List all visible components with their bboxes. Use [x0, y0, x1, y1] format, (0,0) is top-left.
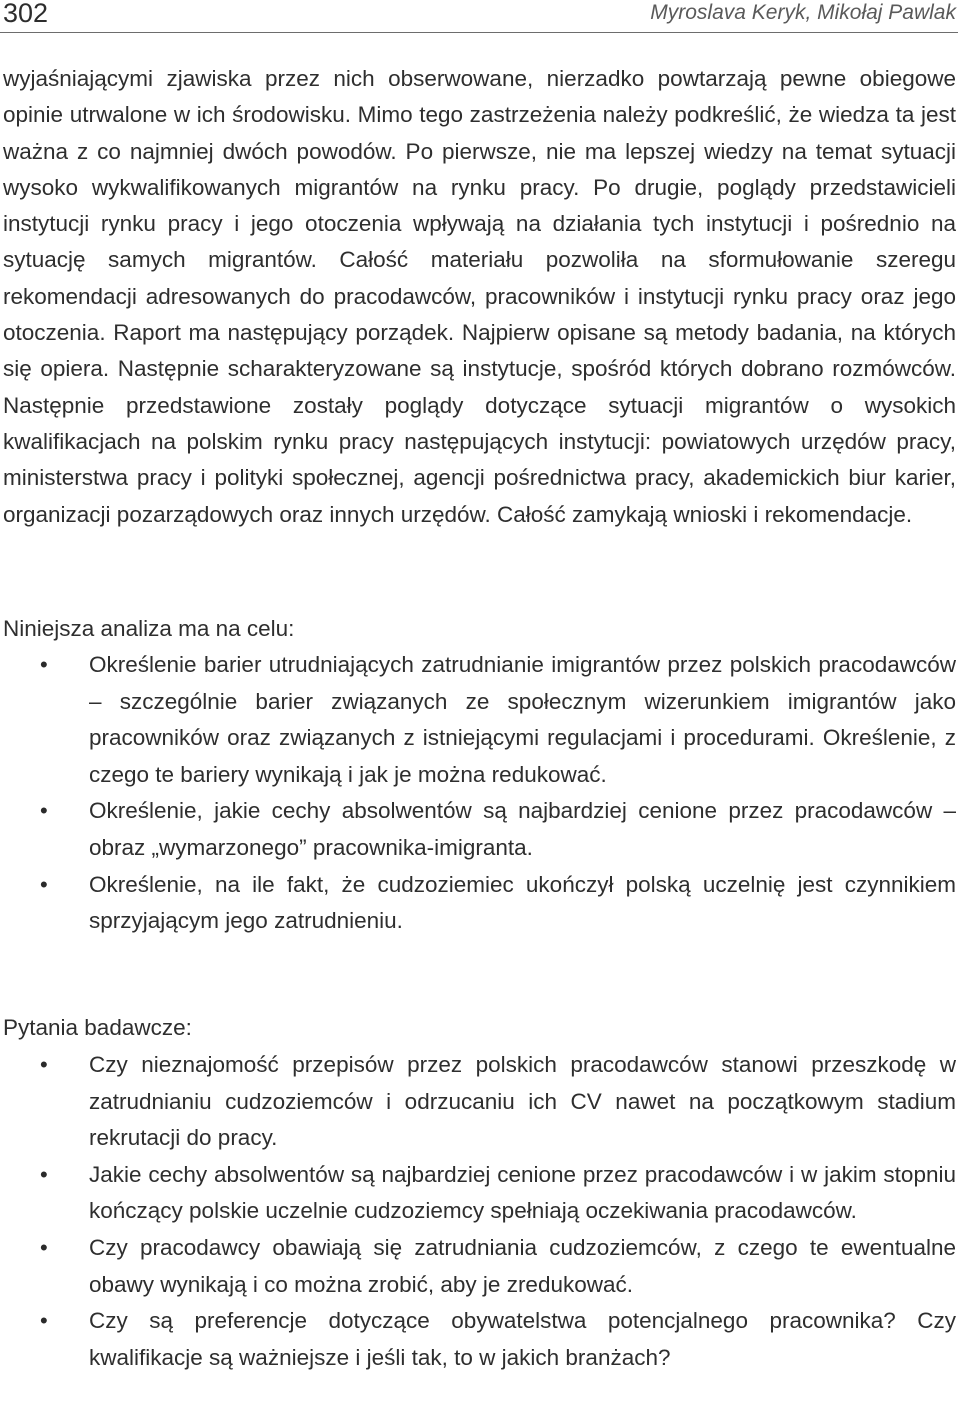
list-item: [0, 1230, 960, 1303]
running-head-authors: Myroslava Keryk, Mikołaj Pawlak: [650, 1, 956, 24]
list-item-text: Określenie barier utrudniających zatrudnianie imigrantów przez polskich pracodawców – szczególnie barier związanych ze społecznym wizerunkiem imigrantów jako pracowników oraz związanych z istniejącymi regulacjami i procedurami. Określenie, z czego te bariery wynikają i jak je można redukować.: [89, 652, 956, 787]
list-item: [0, 1157, 960, 1230]
aims-list: [0, 647, 960, 940]
bullet-icon: •: [40, 652, 48, 677]
bullet-icon: •: [40, 1234, 48, 1260]
list-item: [0, 867, 960, 940]
list-item-text: Określenie, na ile fakt, że cudzoziemiec ukończył polską uczelnię jest czynnikiem sprzyjającym jego zatrudnieniu.: [89, 871, 956, 934]
list-item-text: Czy są preferencje dotyczące obywatelstwa potencjalnego pracownika? Czy kwalifikacje są ważniejsze i jeśli tak, to w jakich branżach?: [89, 1308, 956, 1370]
list-item-text: Określenie, jakie cechy absolwentów są najbardziej cenione przez pracodawców – obraz „wymarzonego” pracownika-imigranta.: [89, 798, 956, 860]
list-item-text: Czy pracodawcy obawiają się zatrudniania cudzoziemców, z czego te ewentualne obawy wynikają i co można zrobić, aby je zredukować.: [89, 1234, 956, 1297]
bullet-icon: •: [40, 1161, 48, 1187]
list-item-text: Jakie cechy absolwentów są najbardziej cenione przez pracodawców i w jakim stopniu kończący polskie uczelnie cudzoziemcy spełniają oczekiwania pracodawców.: [89, 1161, 956, 1224]
list-item-text: Czy nieznajomość przepisów przez polskich pracodawców stanowi przeszkodę w zatrudnianiu cudzoziemców i odrzucaniu ich CV nawet na początkowym stadium rekrutacji do pracy.: [89, 1052, 956, 1151]
bullet-icon: •: [40, 798, 48, 824]
page-header: [0, 0, 958, 33]
bullet-icon: •: [40, 1308, 48, 1334]
aims-heading: Niniejsza analiza ma na celu:: [3, 616, 295, 641]
list-item: [0, 1303, 960, 1376]
bullet-icon: •: [40, 871, 48, 897]
list-item: [0, 647, 960, 793]
research-questions-list: [0, 1047, 960, 1376]
list-item: [0, 793, 960, 866]
research-questions-heading: Pytania badawcze:: [3, 1015, 192, 1040]
bullet-icon: •: [40, 1052, 48, 1077]
page-number: 302: [3, 0, 49, 28]
body-paragraph: wyjaśniającymi zjawiska przez nich obserwowane, nierzadko powtarzają pewne obiegowe opinie utrwalone w ich środowisku. Mimo tego zastrzeżenia należy podkreślić, że wiedza ta jest ważna z co najmniej dwóch powodów. Po pierwsze, nie ma lepszej wiedzy na temat sytuacji wysoko wykwalifikowanych migrantów na rynku pracy. Po drugie, poglądy przedstawicieli instytucji rynku pracy i jego otoczenia wpływają na działania tych instytucji i pośrednio na sytuację samych migrantów. Całość materiału pozwoliła na sformułowanie szeregu rekomendacji adresowanych do pracodawców, pracowników i instytucji rynku pracy oraz jego otoczenia. Raport ma następujący porządek. Najpierw opisane są metody badania, na których się opiera. Następnie scharakteryzowane są instytucje, spośród których dobrano rozmówców. Następnie przedstawione zostały poglądy dotyczące sytuacji migrantów o wysokich kwalifikacjach na polskim rynku pracy następujących instytucji: powiatowych urzędów pracy, ministerstwa pracy i polityki społecznej, agencji pośrednictwa pracy, akademickich biur karier, organizacji pozarządowych oraz innych urzędów. Całość zamykają wnioski i rekomendacje.: [3, 66, 956, 527]
list-item: [0, 1047, 960, 1157]
